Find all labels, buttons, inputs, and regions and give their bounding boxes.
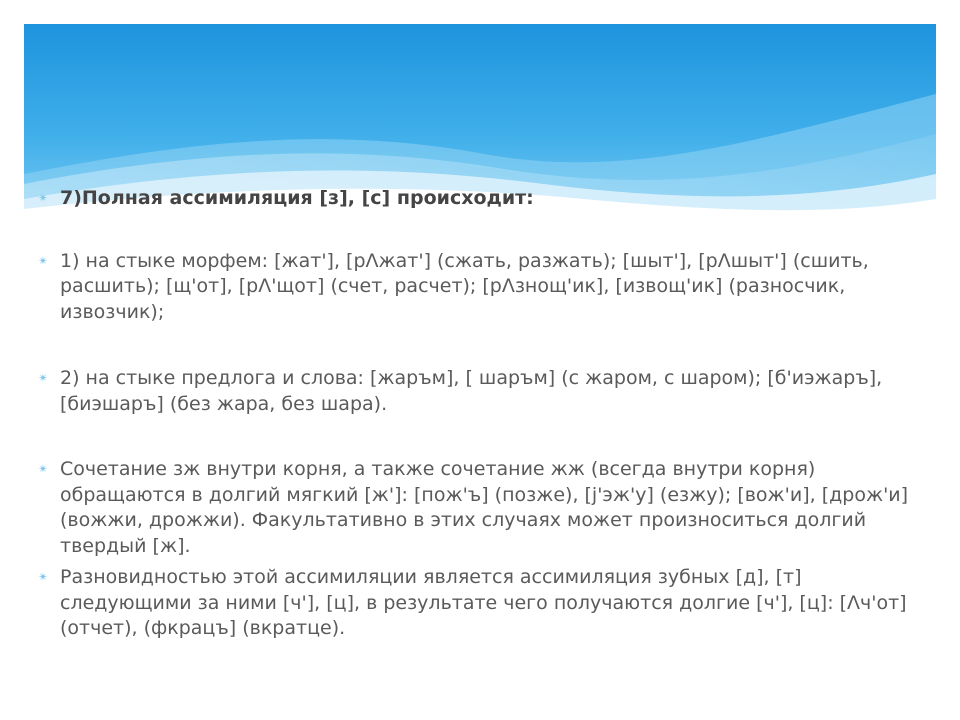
bullet-item [36, 249, 926, 326]
star-bullet-icon: ✴ [37, 253, 49, 268]
star-bullet-icon: ✴ [37, 462, 49, 476]
bullet-text: Сочетание зж внутри корня, а также сочетание жж (всегда внутри корня) обращаются в долгий мягкий [ж']: [пож'ъ] (позже), [j'эж'у] (езжу); [вож'и], [дрож'и] (вожжи, дрожжи). Факультативно в этих случаях может произноситься долгий твердый [ж]. [60, 458, 909, 557]
bullet-text: 2) на стыке предлога и слова: [жаръм], [ шаръм] (с жаром, с шаром); [б'иэжаръ], [биэшаръ] (без жара, без шара). [60, 367, 883, 415]
bullet-item [36, 457, 926, 559]
star-bullet-icon: ✴ [37, 570, 49, 584]
bullet-text: Разновидностью этой ассимиляции является ассимиляция зубных [д], [т] следующими за ними [ч'], [ц], в результате чего получаются долгие [ч'], [ц]: [Ʌч'от] (отчет), (фкрацъ] (вкратце). [60, 566, 907, 639]
star-bullet-icon: ✴ [37, 371, 49, 385]
star-bullet-icon: ✴ [37, 191, 49, 205]
bullet-item [36, 366, 926, 417]
bullet-item [36, 565, 926, 642]
slide-content [36, 186, 926, 642]
bullet-text: 7)Полная ассимиляция [з], [с] происходит: [60, 187, 534, 209]
bullet-text: 1) на стыке морфем: [жат'], [рɅжат'] (сжать, разжать); [шыт'], [рɅшыт'] (сшить, расшить); [щ'от], [рɅ'щот] (счет, расчет); [рɅзнощ'ик], [извощ'ик] (разносчик, извозчик); [60, 249, 869, 323]
bullet-item [36, 186, 926, 212]
